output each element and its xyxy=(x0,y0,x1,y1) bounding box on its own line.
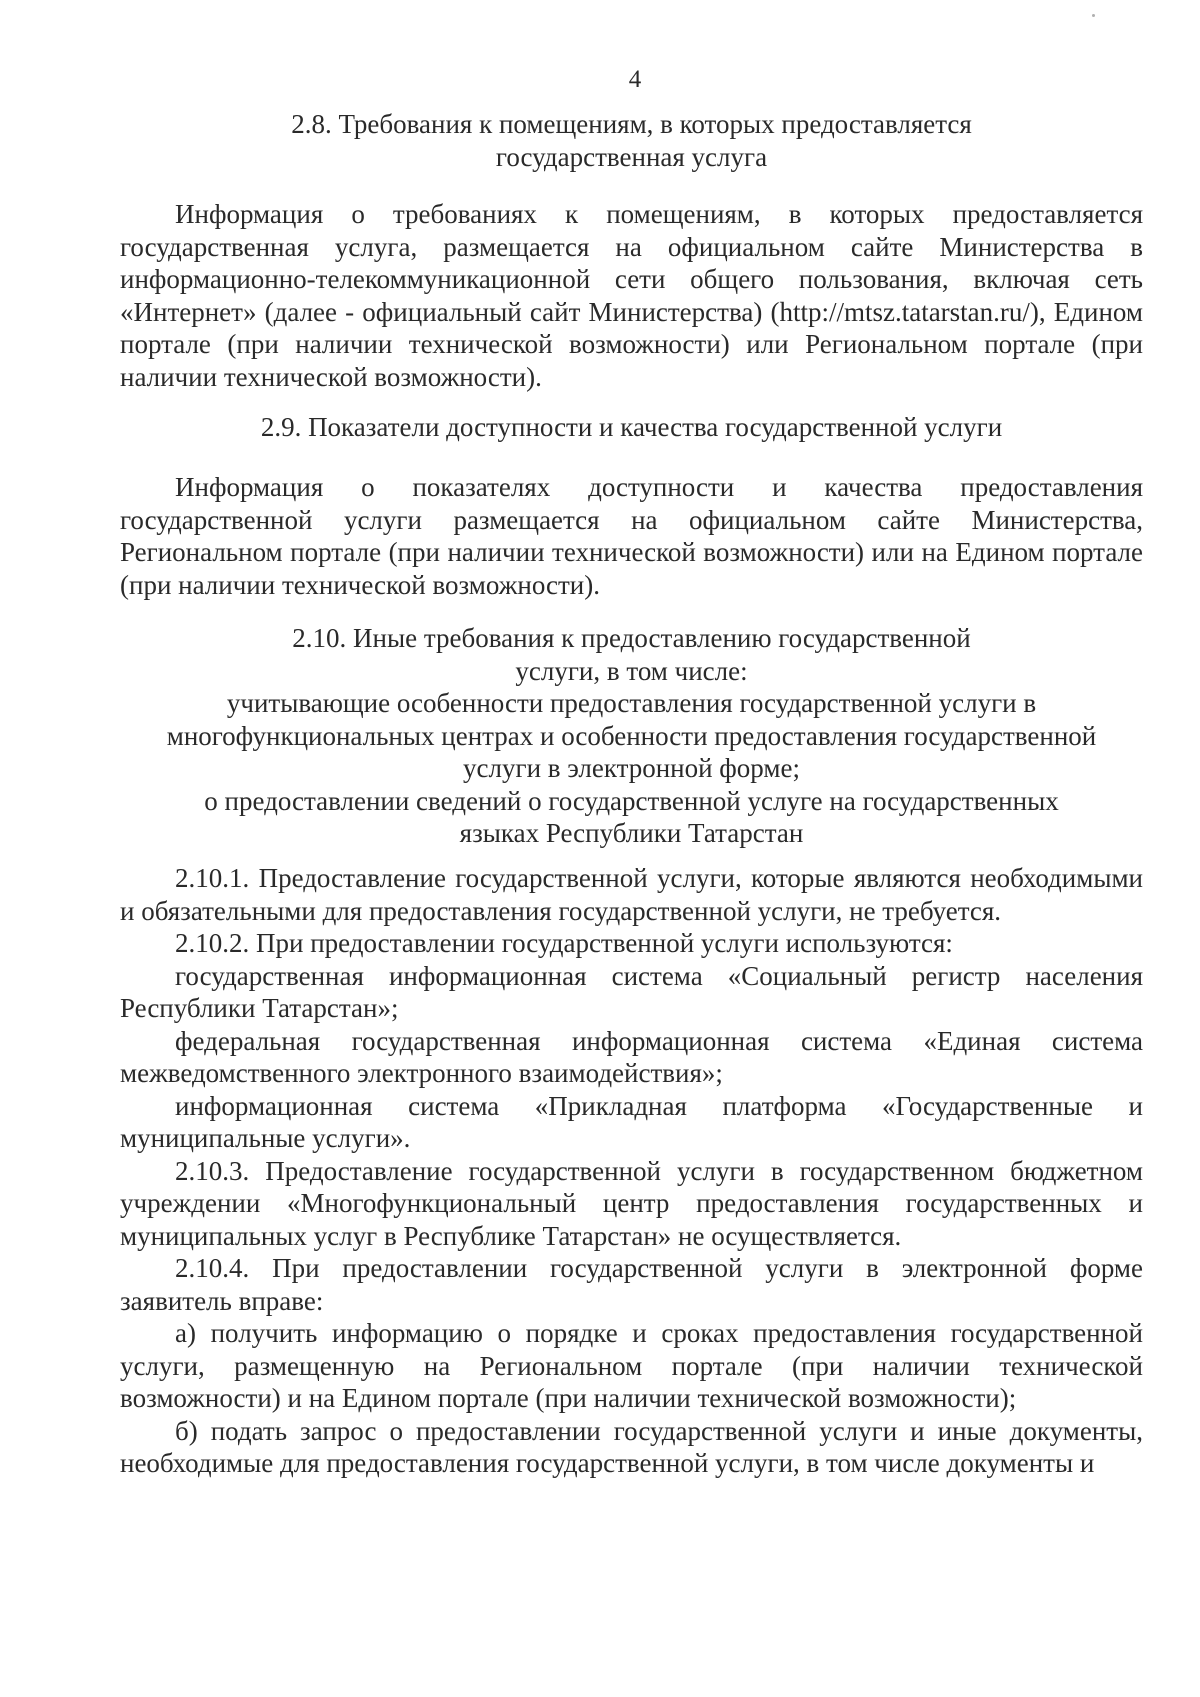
heading-line: государственная услуга xyxy=(495,141,768,172)
heading-line: 2.8. Требования к помещениям, в которых предоставляется xyxy=(291,109,972,139)
section-2-9-body xyxy=(120,471,1143,601)
heading-line: 2.10. Иные требования к предоставлению государственной xyxy=(292,623,971,653)
section-2-10-heading xyxy=(120,622,1143,850)
section-2-8-body xyxy=(120,198,1143,393)
heading-line: о предоставлении сведений о государственной услуге на государственных xyxy=(204,785,1059,816)
paragraph: б) подать запрос о предоставлении государственной услуги и иные документы, необходимые для предоставления государственной услуги, в том числе документы и xyxy=(120,1415,1143,1478)
scan-artifact xyxy=(1092,14,1095,17)
page-number: 4 xyxy=(628,66,642,93)
section-2-8-heading xyxy=(120,108,1143,173)
heading-line: услуги, в том числе: xyxy=(515,655,748,686)
paragraph: 2.10.4. При предоставлении государственной услуги в электронной форме заявитель вправе: xyxy=(120,1253,1143,1316)
paragraph: Информация о показателях доступности и качества предоставления государственной услуги размещается на официальном сайте Министерства, Региональном портале (при наличии технической возможности) или на Едином портале (при наличии технической возможности). xyxy=(120,472,1143,600)
heading-line: услуги в электронной форме; xyxy=(463,753,800,783)
paragraph: 2.10.1. Предоставление государственной услуги, которые являются необходимыми и обязательными для предоставления государственной услуги, не требуется. xyxy=(120,863,1143,926)
section-2-10-body xyxy=(120,862,1143,1480)
section-2-9-heading xyxy=(120,411,1143,444)
paragraph: 2.10.3. Предоставление государственной услуги в государственном бюджетном учреждении «Многофункциональный центр предоставления государственных и муниципальных услуг в Республике Татарстан» не осуществляется. xyxy=(120,1155,1143,1251)
paragraph: федеральная государственная информационная система «Единая система межведомственного электронного взаимодействия»; xyxy=(120,1025,1143,1088)
heading-line: многофункциональных центрах и особенности предоставления государственной xyxy=(166,720,1097,751)
heading-line: языках Республики Татарстан xyxy=(459,818,804,848)
paragraph: а) получить информацию о порядке и сроках предоставления государственной услуги, размещенную на Региональном портале (при наличии технической возможности) и на Едином портале (при наличии технической возможности); xyxy=(120,1318,1143,1413)
paragraph: 2.10.2. При предоставлении государственной услуги используются: xyxy=(175,928,953,958)
paragraph: государственная информационная система «Социальный регистр населения Республики Татарстан»; xyxy=(120,960,1143,1023)
paragraph: информационная система «Прикладная платформа «Государственные и муниципальные услуги». xyxy=(120,1090,1143,1153)
heading-line: учитывающие особенности предоставления государственной услуги в xyxy=(226,688,1037,718)
paragraph: Информация о требованиях к помещениям, в которых предоставляется государственная услуга, размещается на официальном сайте Министерства в информационно-телекоммуникационной сети общего пользования, включая сеть «Интернет» (далее - официальный сайт Министерства) (http://mtsz.tatarstan.ru/), Едином портале (при наличии технической возможности) или Региональном портале (при наличии технической возможности). xyxy=(120,199,1143,392)
heading-line: 2.9. Показатели доступности и качества государственной услуги xyxy=(260,412,1003,442)
